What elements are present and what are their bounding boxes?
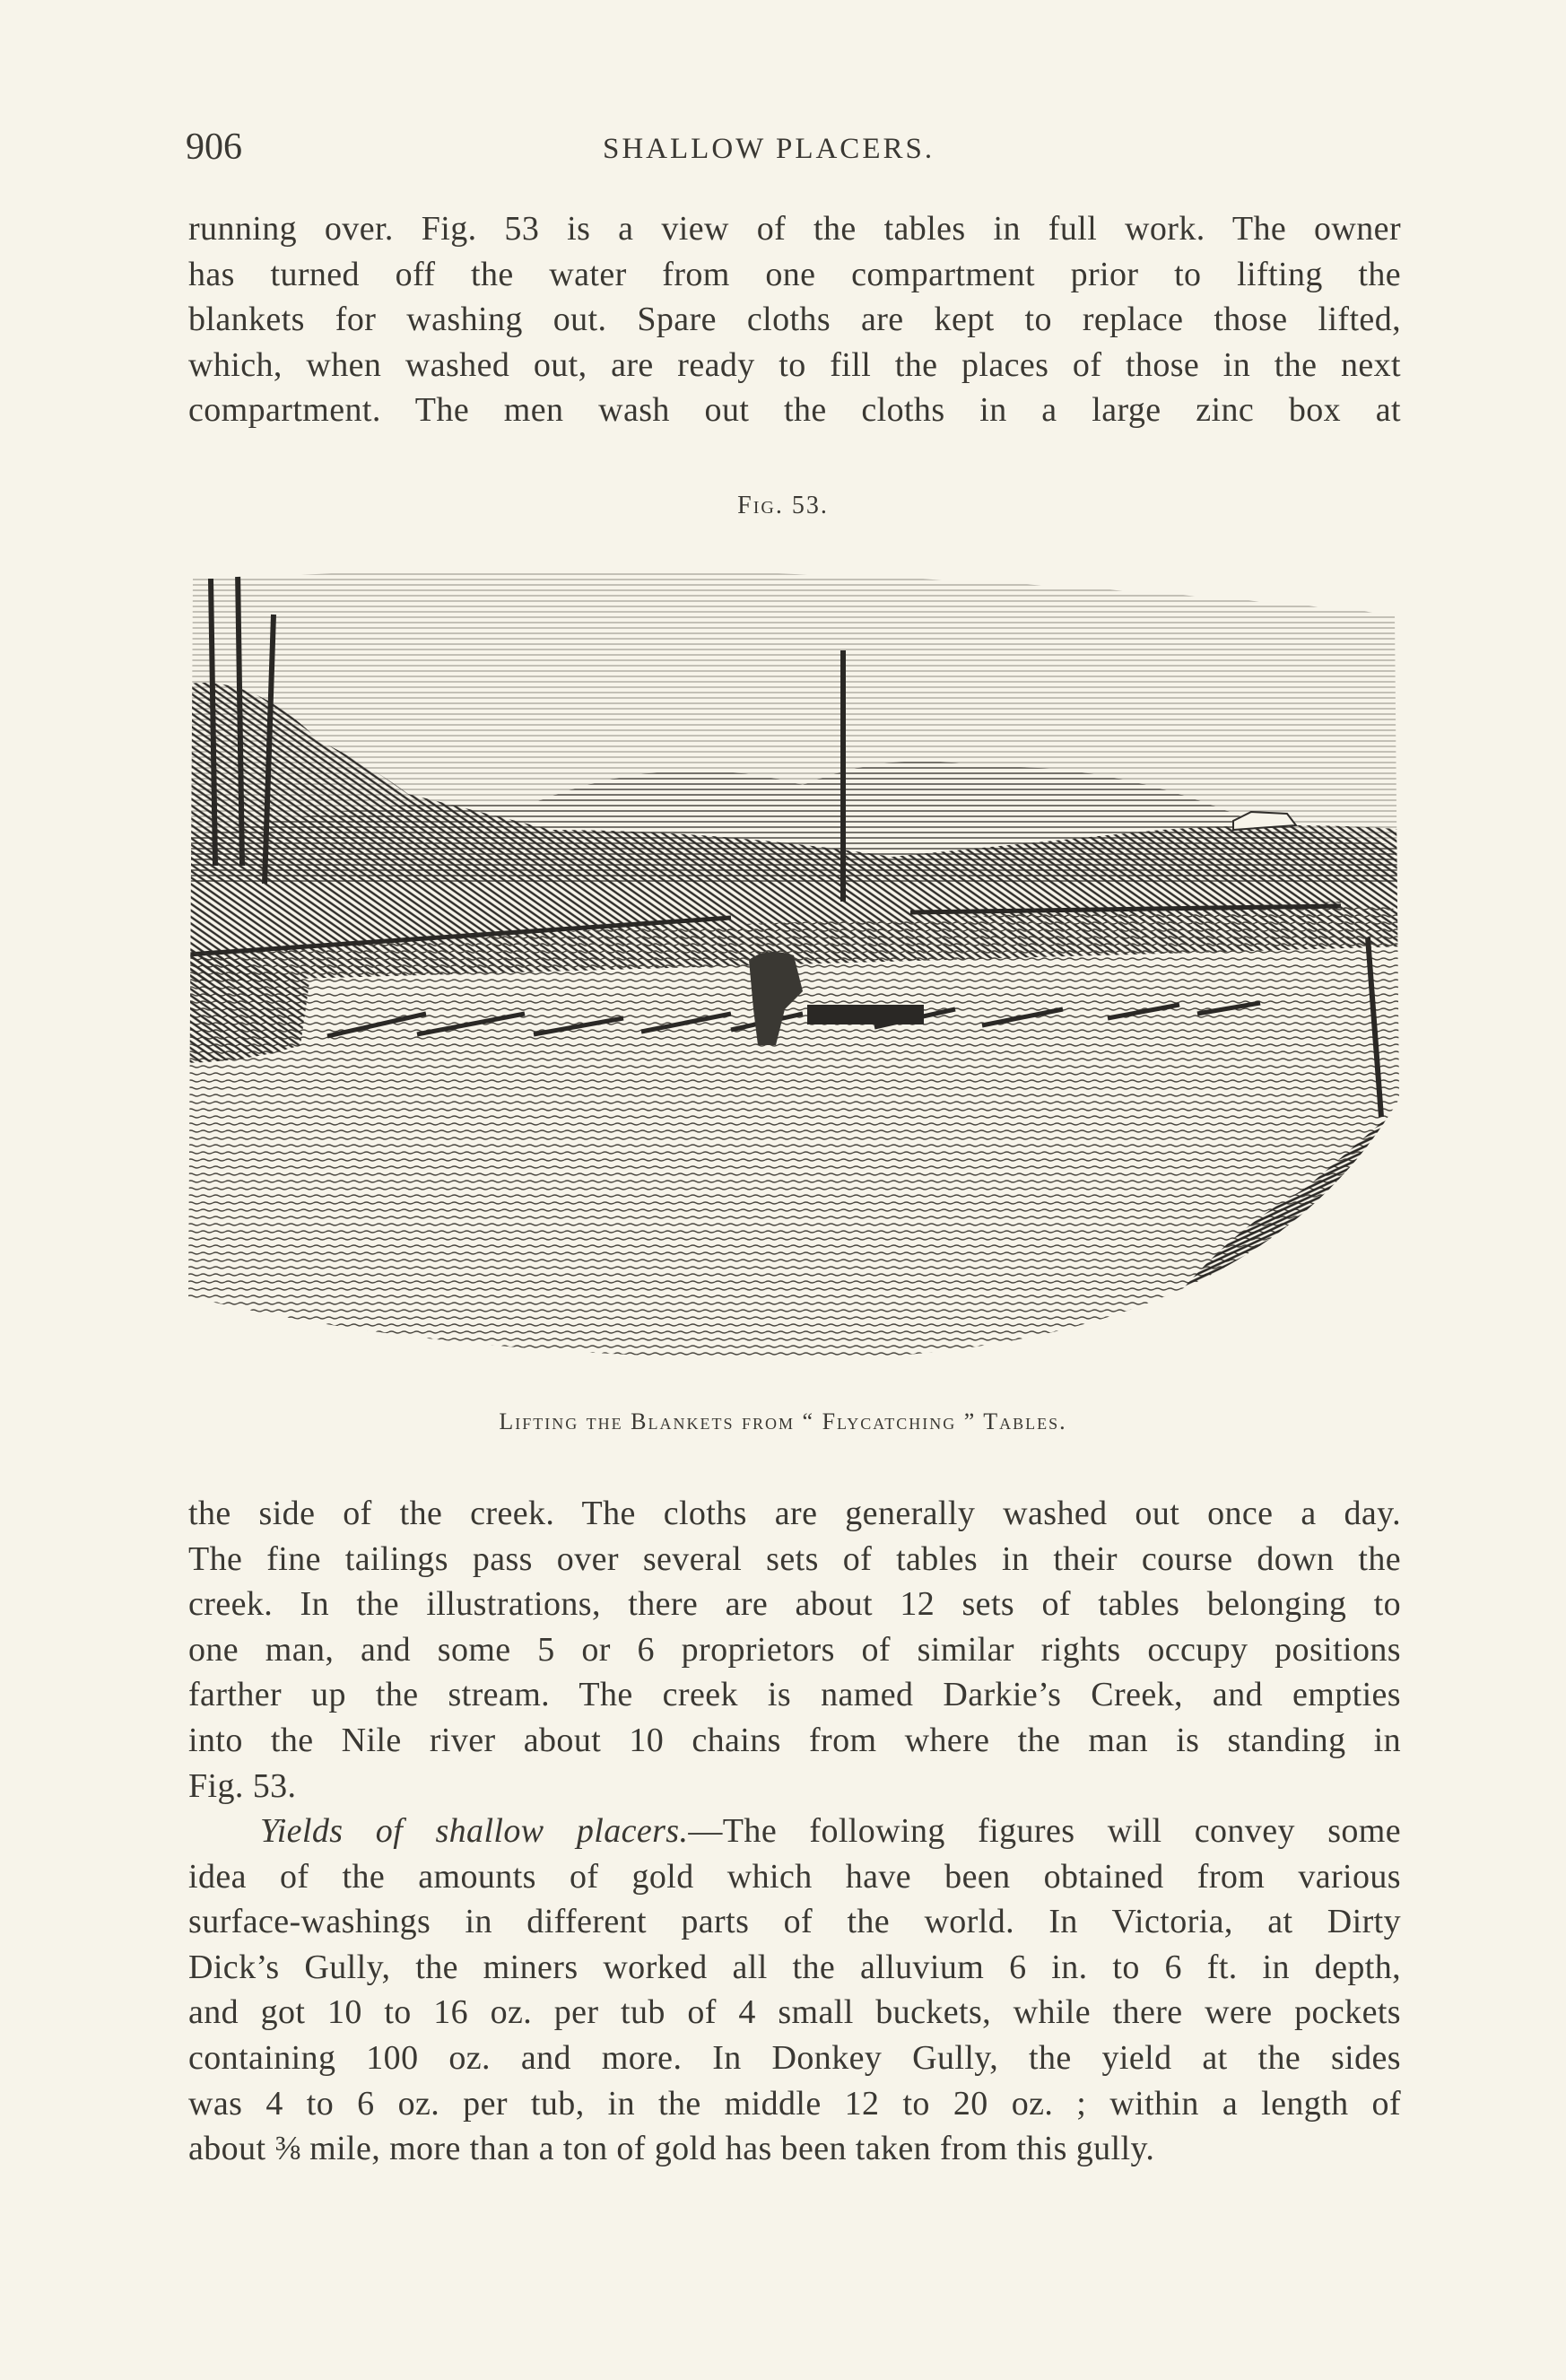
text-line: The fine tailings pass over several sets of tables in their course down the — [188, 1539, 1401, 1578]
text-line: and got 10 to 16 oz. per tub of 4 small buckets, while there were pockets — [188, 1993, 1401, 2032]
paragraph-2 — [188, 1491, 1401, 1809]
text-line: farther up the stream. The creek is named Darkie’s Creek, and empties — [188, 1676, 1401, 1714]
text-run: —The following figures will convey some — [688, 1812, 1402, 1850]
text-line: compartment. The men wash out the cloths in a large zinc box at — [188, 391, 1401, 430]
paragraph-1 — [188, 206, 1401, 433]
text-line: Dick’s Gully, the miners worked all the alluvium 6 in. to 6 ft. in depth, — [188, 1948, 1401, 1986]
text-line: was 4 to 6 oz. per tub, in the middle 12 to 20 oz. ; within a length of — [188, 2084, 1401, 2123]
text-line: one man, and some 5 or 6 proprietors of similar rights occupy positions — [188, 1630, 1401, 1669]
engraving-illustration — [175, 561, 1408, 1364]
text-line: surface-washings in different parts of the world. In Victoria, at Dirty — [188, 1903, 1401, 1941]
text-line: has turned off the water from one compartment prior to lifting the — [188, 255, 1401, 293]
text-line: about ⅜ mile, more than a ton of gold has been taken from this gully. — [188, 2130, 1155, 2168]
text-line: containing 100 oz. and more. In Donkey Gully, the yield at the sides — [188, 2038, 1401, 2077]
text-line: idea of the amounts of gold which have been obtained from various — [188, 1857, 1401, 1896]
text-line: creek. In the illustrations, there are about 12 sets of tables belonging to — [188, 1585, 1401, 1624]
figure-label: Fig. 53. — [737, 492, 829, 519]
running-title: SHALLOW PLACERS. — [603, 133, 935, 165]
figure-caption: Lifting the Blankets from “ Flycatching ” Tables. — [499, 1408, 1067, 1434]
text-line: into the Nile river about 10 chains from where the man is standing in — [188, 1721, 1401, 1759]
paragraph-3 — [188, 1809, 1401, 2172]
text-line: which, when washed out, are ready to fill the places of those in the next — [188, 345, 1401, 384]
text-line: running over. Fig. 53 is a view of the tables in full work. The owner — [188, 210, 1401, 248]
page-number: 906 — [186, 126, 242, 168]
text-line: blankets for washing out. Spare cloths are kept to replace those lifted, — [188, 301, 1401, 339]
text-line: Fig. 53. — [188, 1766, 297, 1805]
italic-heading: Yields of shallow placers. — [260, 1812, 689, 1850]
text-line — [188, 1809, 1401, 1854]
text-line: the side of the creek. The cloths are generally washed out once a day. — [188, 1495, 1401, 1532]
